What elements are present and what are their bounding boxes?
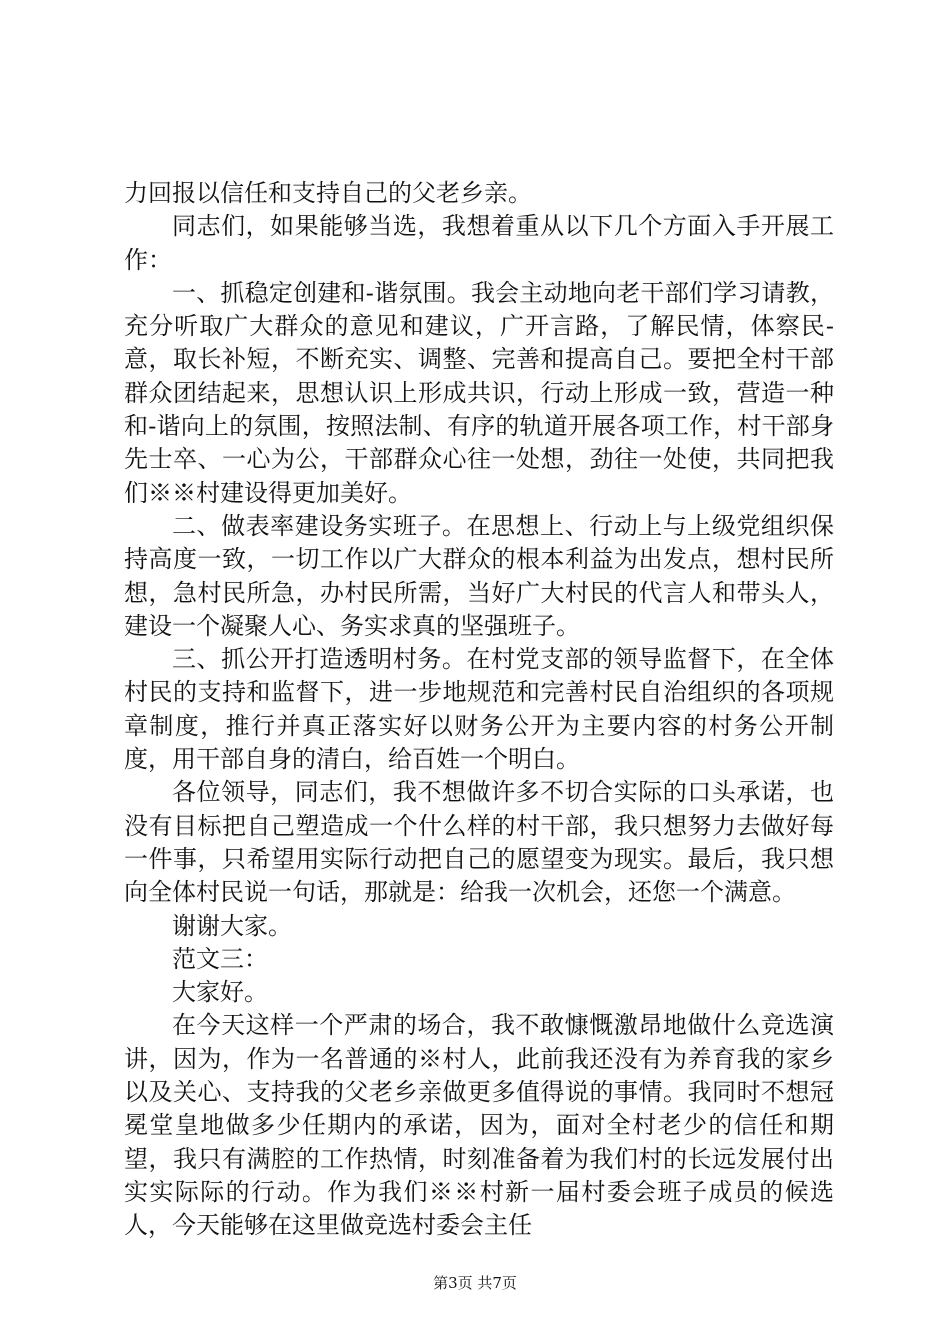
paragraph-9: 大家好。 xyxy=(172,978,268,1007)
paragraph-6: 各位领导，同志们，我不想做许多不切合实际的口头承诺，也没有目标把自己塑造成一个什么样的村干部，我只想努力去做好每一件事，只希望用实际行动把自己的愿望变为现实。最后，我只想向全体村民说一句话，那就是：给我一次机会，还您一个满意。 xyxy=(124,778,834,907)
paragraph-4: 二、做表率建设务实班子。在思想上、行动上与上级党组织保持高度一致，一切工作以广大群众的根本利益为出发点，想村民所想，急村民所急，办村民所需，当好广大村民的代言人和带头人，建设一个凝聚人心、务实求真的坚强班子。 xyxy=(124,511,834,640)
paragraph-8: 范文三： xyxy=(172,944,268,973)
paragraph-3: 一、抓稳定创建和-谐氛围。我会主动地向老干部们学习请教，充分听取广大群众的意见和建议，广开言路，了解民情，体察民-意，取长补短，不断充实、调整、完善和提高自己。要把全村干部群众团结起来，思想认识上形成共识，行动上形成一致，营造一种和-谐向上的氛围，按照法制、有序的轨道开展各项工作，村干部身先士卒、一心为公，干部群众心往一处想，劲往一处使，共同把我们※※村建设得更加美好。 xyxy=(124,278,834,507)
paragraph-5: 三、抓公开打造透明村务。在村党支部的领导监督下，在全体村民的支持和监督下，进一步地规范和完善村民自治组织的各项规章制度，推行并真正落实好以财务公开为主要内容的村务公开制度，用干部自身的清白，给百姓一个明白。 xyxy=(124,645,834,774)
page-number-footer: 第3页 共7页 xyxy=(433,1274,517,1292)
paragraph-7: 谢谢大家。 xyxy=(172,911,292,940)
paragraph-2: 同志们，如果能够当选，我想着重从以下几个方面入手开展工作： xyxy=(124,212,834,274)
document-body xyxy=(124,177,834,1243)
paragraph-10: 在今天这样一个严肃的场合，我不敢慷慨激昂地做什么竞选演讲，因为，作为一名普通的※村人，此前我还没有为养育我的家乡以及关心、支持我的父老乡亲做更多值得说的事情。我同时不想冠冕堂皇地做多少任期内的承诺，因为，面对全村老少的信任和期望，我只有满腔的工作热情，时刻准备着为我们村的长远发展付出实实际际的行动。作为我们※※村新一届村委会班子成员的候选人，今天能够在这里做竞选村委会主任 xyxy=(124,1011,834,1240)
paragraph-1: 力回报以信任和支持自己的父老乡亲。 xyxy=(124,179,532,207)
